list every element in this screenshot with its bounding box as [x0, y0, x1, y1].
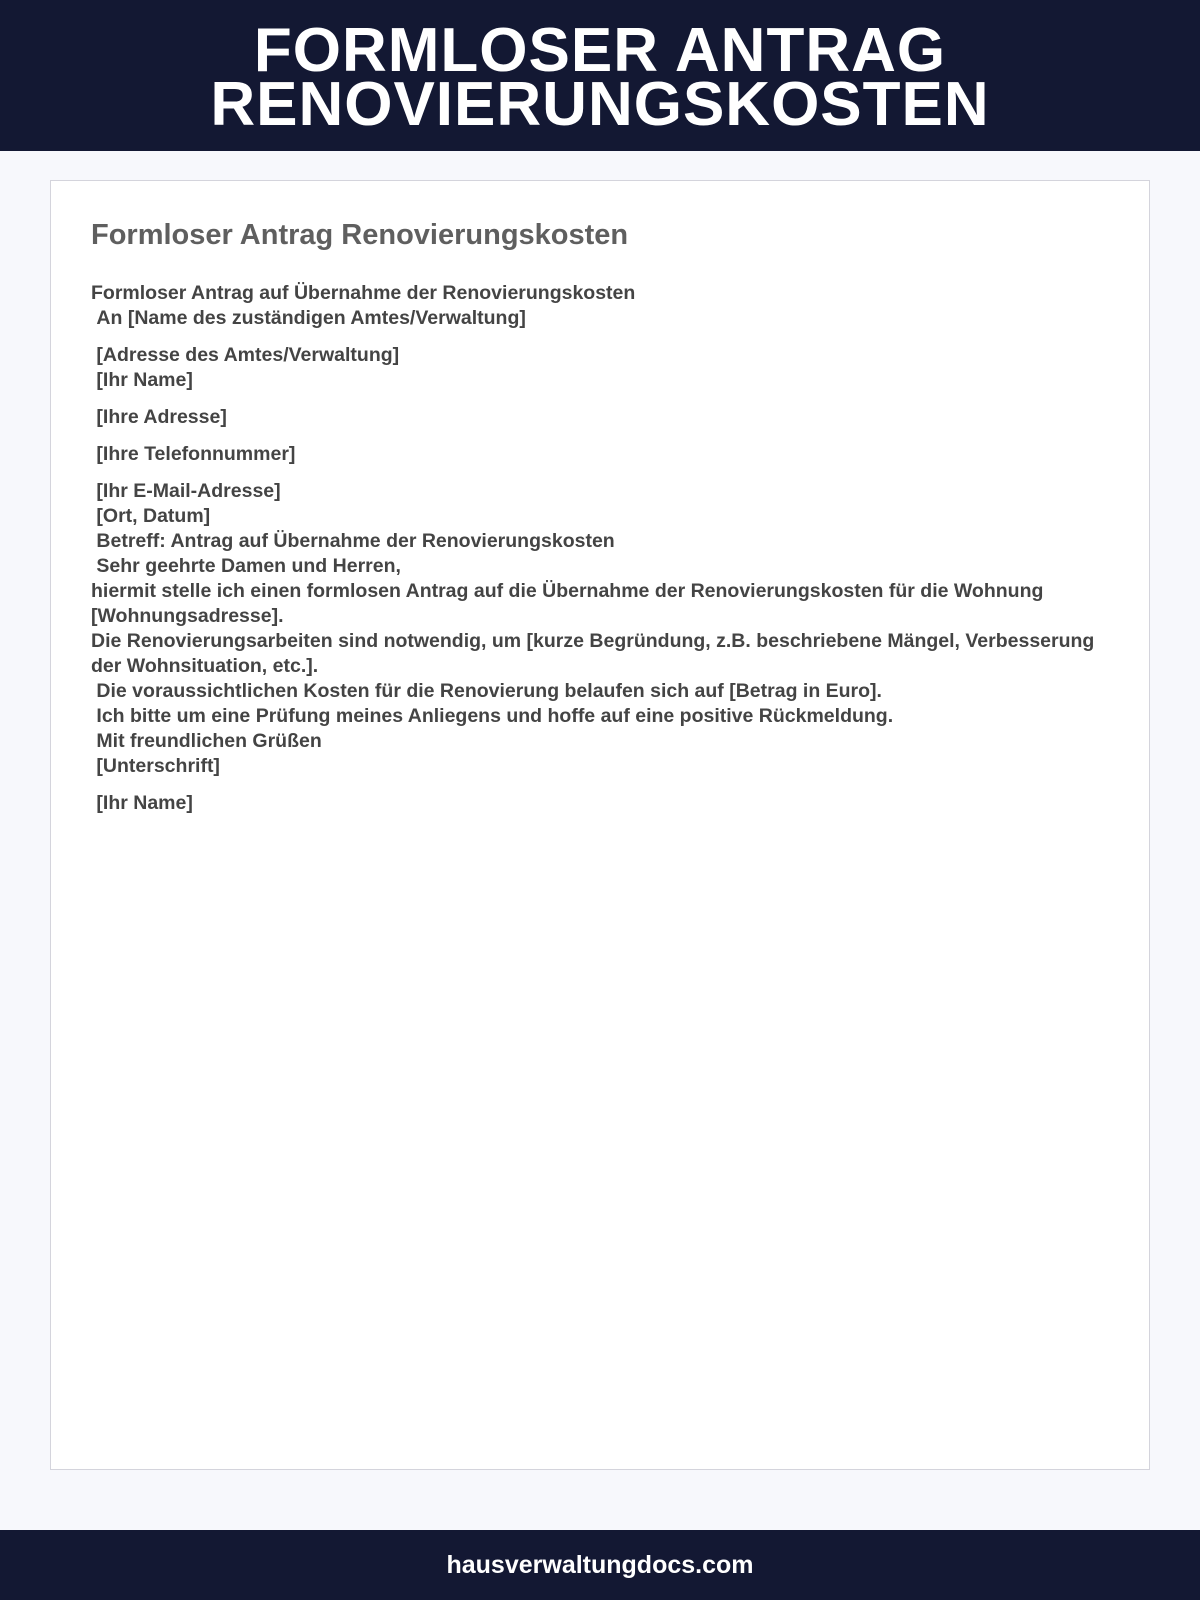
document-line: [Adresse des Amtes/Verwaltung] — [91, 344, 400, 366]
document-card — [50, 180, 1150, 1470]
header-title: FORMLOSER ANTRAG RENOVIERUNGSKOSTEN — [210, 15, 990, 139]
document-title: Formloser Antrag Renovierungskosten — [91, 219, 629, 251]
page-footer — [0, 1530, 1200, 1600]
document-body — [91, 281, 1101, 816]
page-header — [0, 0, 1200, 151]
document-line: hiermit stelle ich einen formlosen Antrag auf die Übernahme der Renovierungskosten für die Wohnung [Wohnungsadresse]. — [91, 580, 1049, 627]
document-line: An [Name des zuständigen Amtes/Verwaltung] — [91, 307, 526, 329]
document-line: Die Renovierungsarbeiten sind notwendig, um [kurze Begründung, z.B. beschriebene Mängel, Verbesserung der Wohnsituation, etc.]. — [91, 630, 1100, 677]
document-line: Ich bitte um eine Prüfung meines Anliegens und hoffe auf eine positive Rückmeldung. — [91, 705, 894, 727]
footer-site-link[interactable]: hausverwaltungdocs.com — [446, 1550, 754, 1579]
document-line: Formloser Antrag auf Übernahme der Renovierungskosten — [91, 282, 636, 304]
document-line: [Ort, Datum] — [91, 505, 211, 527]
document-line: [Ihre Telefonnummer] — [91, 443, 296, 465]
document-line: Mit freundlichen Grüßen — [91, 730, 322, 752]
document-line: [Ihr E-Mail-Adresse] — [91, 480, 281, 502]
document-line: [Unterschrift] — [91, 755, 220, 777]
document-line: [Ihr Name] — [91, 792, 193, 814]
document-line: [Ihr Name] — [91, 369, 193, 391]
document-line: Sehr geehrte Damen und Herren, — [91, 555, 401, 577]
document-line: [Ihre Adresse] — [91, 406, 227, 428]
document-line: Betreff: Antrag auf Übernahme der Renovierungskosten — [91, 530, 615, 552]
document-line: Die voraussichtlichen Kosten für die Renovierung belaufen sich auf [Betrag in Euro]. — [91, 680, 882, 702]
